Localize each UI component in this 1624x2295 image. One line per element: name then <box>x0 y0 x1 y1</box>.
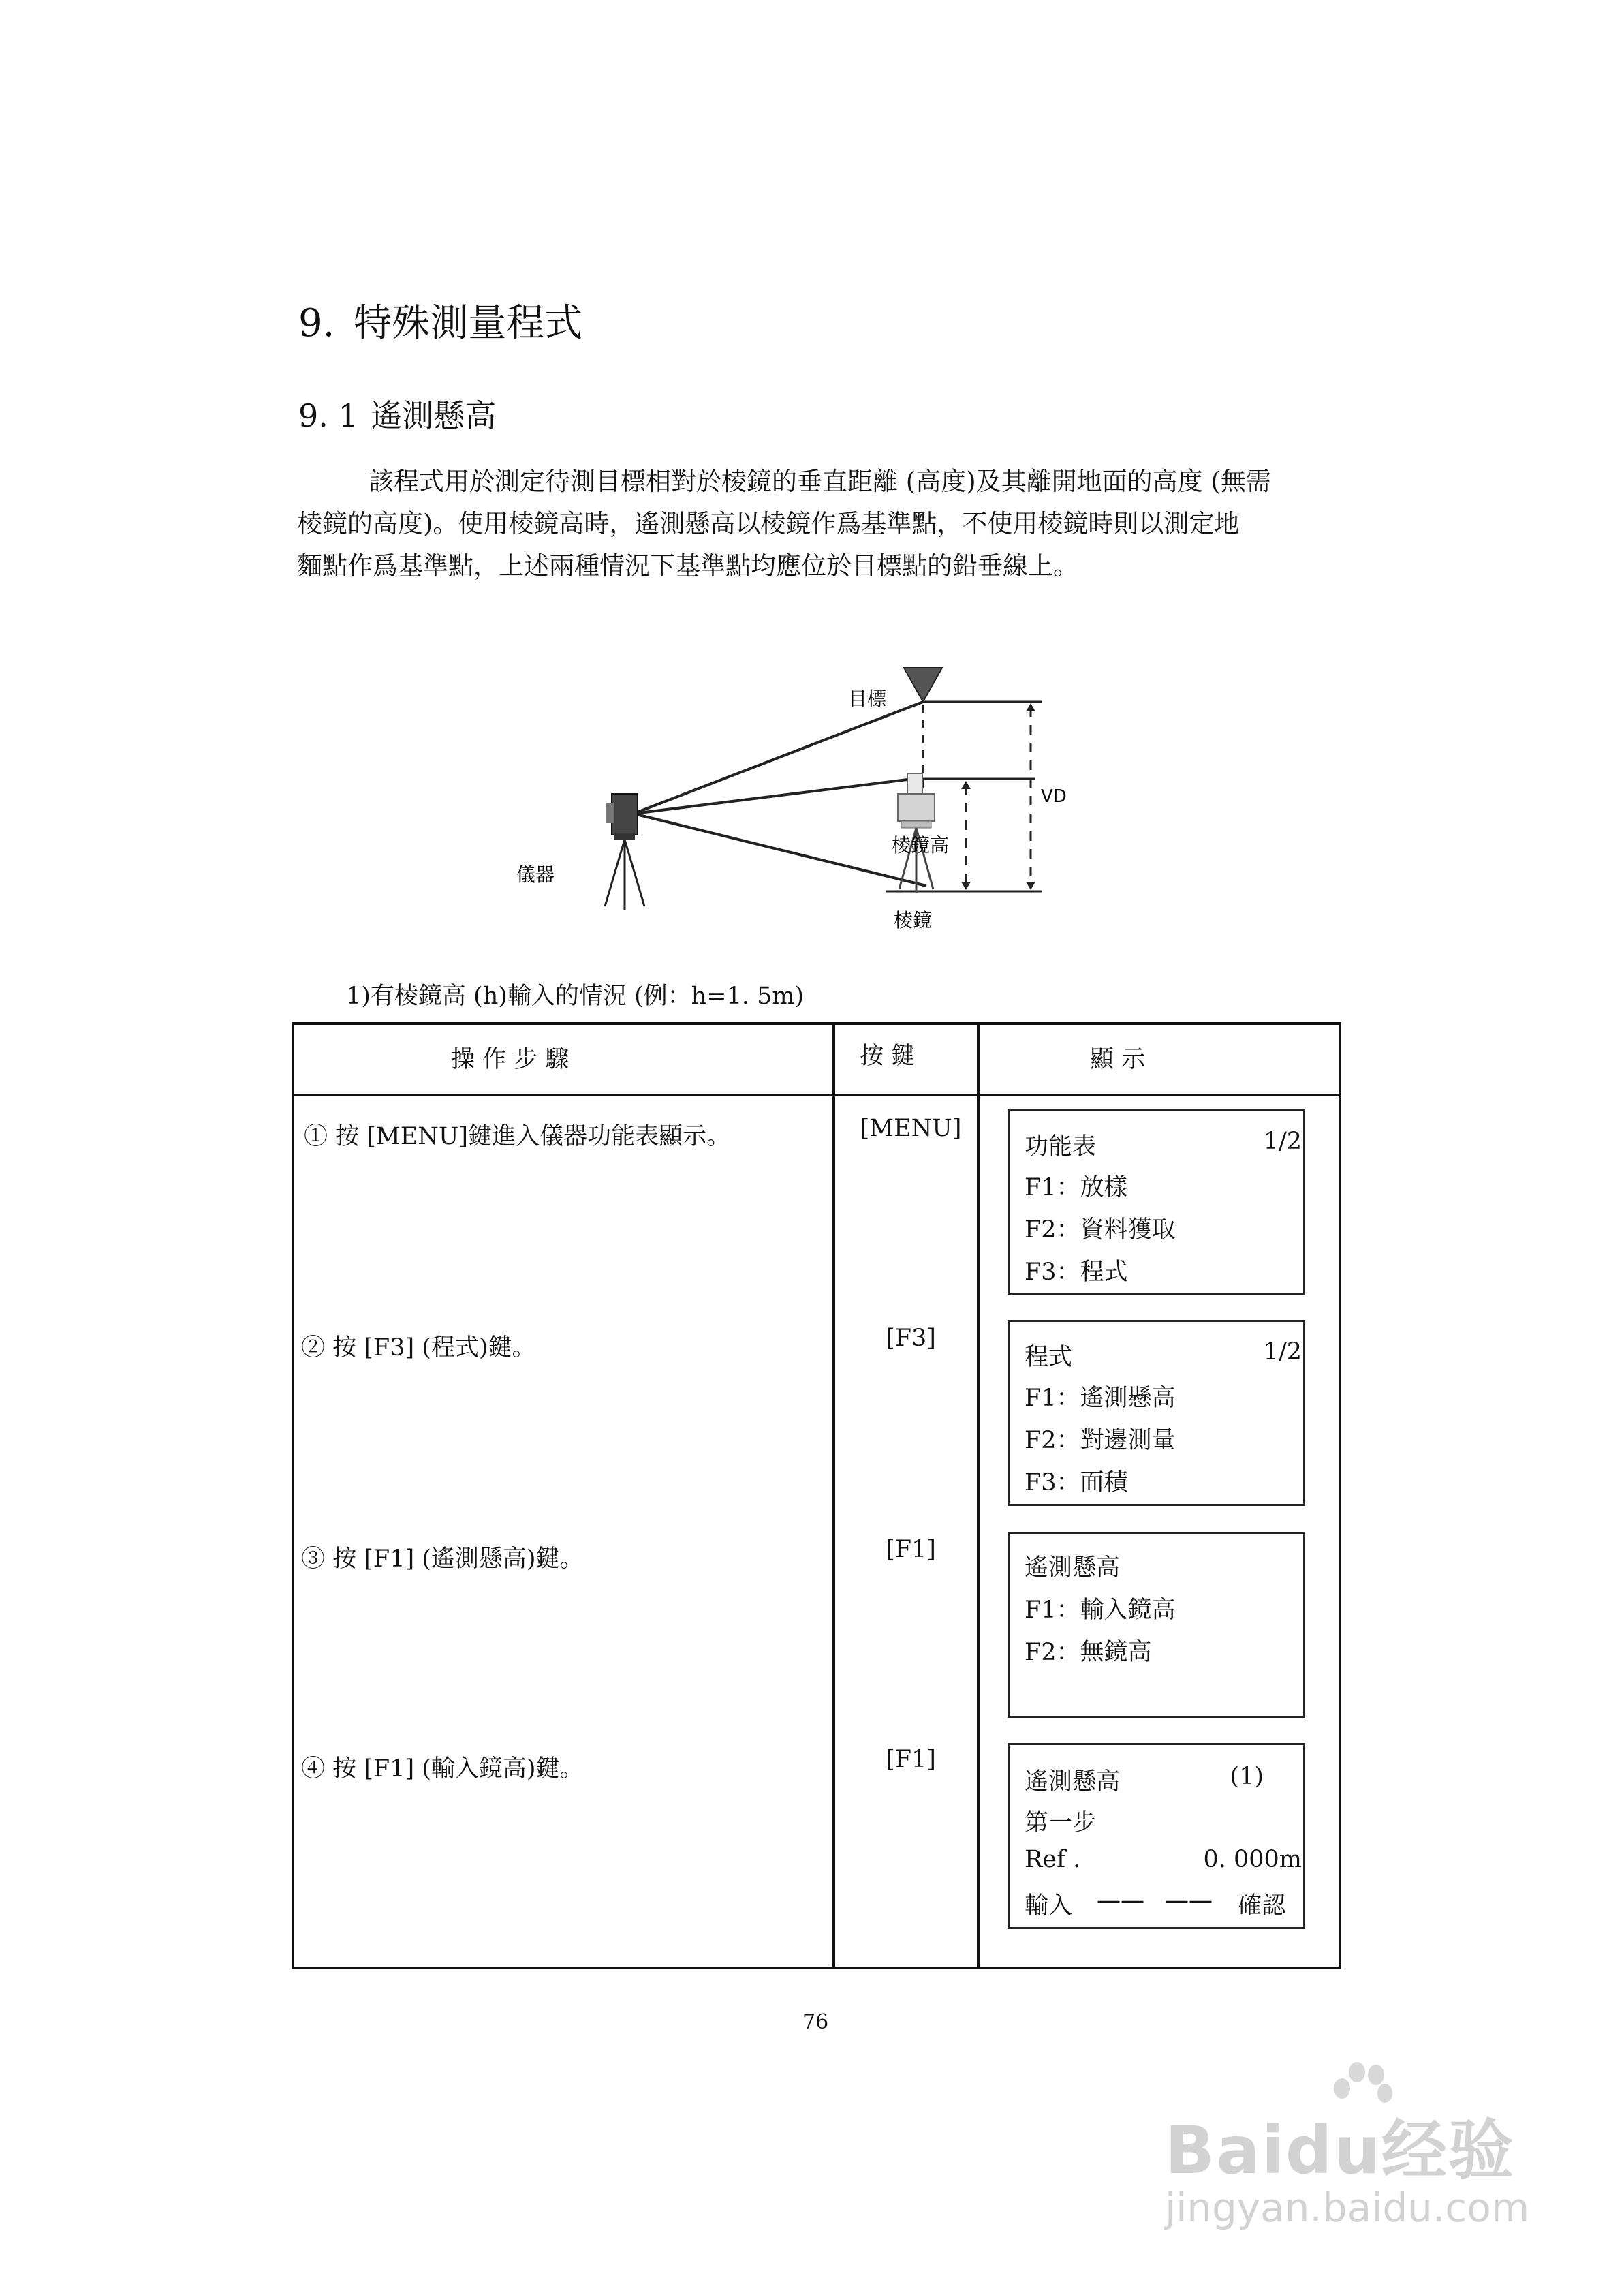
key-f3: [F3] <box>886 1325 936 1352</box>
screen-page: (1) <box>1230 1763 1264 1790</box>
page-number: 76 <box>802 2010 829 2034</box>
screen-title: 程式 <box>1025 1344 1073 1371</box>
softkey-blank-2: —— <box>1165 1887 1213 1914</box>
screen-title: 遙測懸高 <box>1025 1554 1121 1582</box>
section-number: 9. <box>298 301 335 345</box>
subsection-title-text: 遙測懸高 <box>371 397 497 434</box>
label-vd: VD <box>1041 786 1067 807</box>
header-keys: 按 鍵 <box>860 1043 916 1070</box>
screen-line: F1：放樣 <box>1025 1174 1128 1201</box>
screen-line: F3：程式 <box>1025 1259 1128 1286</box>
step-4-text: ④ 按 [F1] (輸入鏡高)鍵。 <box>301 1755 584 1783</box>
screen-ref-label: Ref . <box>1025 1846 1081 1873</box>
intro-line: 棱鏡的高度)。使用棱鏡高時，遙測懸高以棱鏡作爲基準點，不使用棱鏡時則以測定地 <box>297 509 1240 538</box>
screen-line: F1：輸入鏡高 <box>1025 1597 1176 1624</box>
step-3-text: ③ 按 [F1] (遙測懸高)鍵。 <box>301 1545 584 1573</box>
display-screen-3 <box>1008 1532 1305 1718</box>
section-title-text: 特殊測量程式 <box>354 301 583 345</box>
screen-line: F1：遙測懸高 <box>1025 1385 1176 1412</box>
label-target: 目標 <box>848 688 887 710</box>
screen-page: 1/2 <box>1263 1338 1302 1366</box>
softkey-blank-1: —— <box>1097 1887 1144 1914</box>
display-screen-4 <box>1008 1743 1305 1929</box>
step-1-text: ① 按 [MENU]鍵進入儀器功能表顯示。 <box>304 1123 731 1150</box>
display-screen-1 <box>1008 1109 1305 1295</box>
screen-line: F2：無鏡高 <box>1025 1639 1152 1666</box>
screen-line: F2：對邊測量 <box>1025 1427 1176 1454</box>
screen-line: F2：資料獲取 <box>1025 1216 1176 1244</box>
label-instrument: 儀器 <box>516 863 555 886</box>
softkey-input: 輸入 <box>1025 1892 1073 1920</box>
intro-line: 麵點作爲基準點，上述兩種情況下基準點均應位於目標點的鉛垂線上。 <box>297 551 1078 581</box>
softkey-confirm: 確認 <box>1237 1892 1285 1920</box>
label-prism: 棱鏡 <box>894 909 933 931</box>
intro-line: 該程式用於測定待測目標相對於棱鏡的垂直距離 (高度)及其離開地面的高度 (無需 <box>369 467 1271 496</box>
screen-step-label: 第一步 <box>1025 1809 1097 1836</box>
key-f1: [F1] <box>886 1746 936 1773</box>
key-menu: [MENU] <box>860 1115 962 1142</box>
screen-title: 遙測懸高 <box>1025 1768 1121 1796</box>
watermark-url: jingyan.baidu.com <box>1165 2185 1530 2231</box>
watermark-brand: Baidu经验 <box>1165 2112 1515 2189</box>
screen-ref-value: 0. 000m <box>1203 1846 1302 1873</box>
step-2-text: ② 按 [F3] (程式)鍵。 <box>301 1334 536 1361</box>
header-steps: 操 作 步 驟 <box>451 1046 569 1073</box>
header-display: 顯 示 <box>1090 1046 1146 1073</box>
subsection-number: 9. 1 <box>298 397 358 434</box>
key-f1: [F1] <box>886 1536 936 1563</box>
screen-line: F3：面積 <box>1025 1469 1128 1496</box>
label-prism-height: 棱鏡高 <box>892 834 950 857</box>
case-caption: 1)有棱鏡高 (h)輸入的情況 (例：h=1. 5m) <box>346 983 805 1010</box>
screen-page: 1/2 <box>1263 1128 1302 1155</box>
display-screen-2 <box>1008 1320 1305 1506</box>
screen-title: 功能表 <box>1025 1133 1097 1160</box>
